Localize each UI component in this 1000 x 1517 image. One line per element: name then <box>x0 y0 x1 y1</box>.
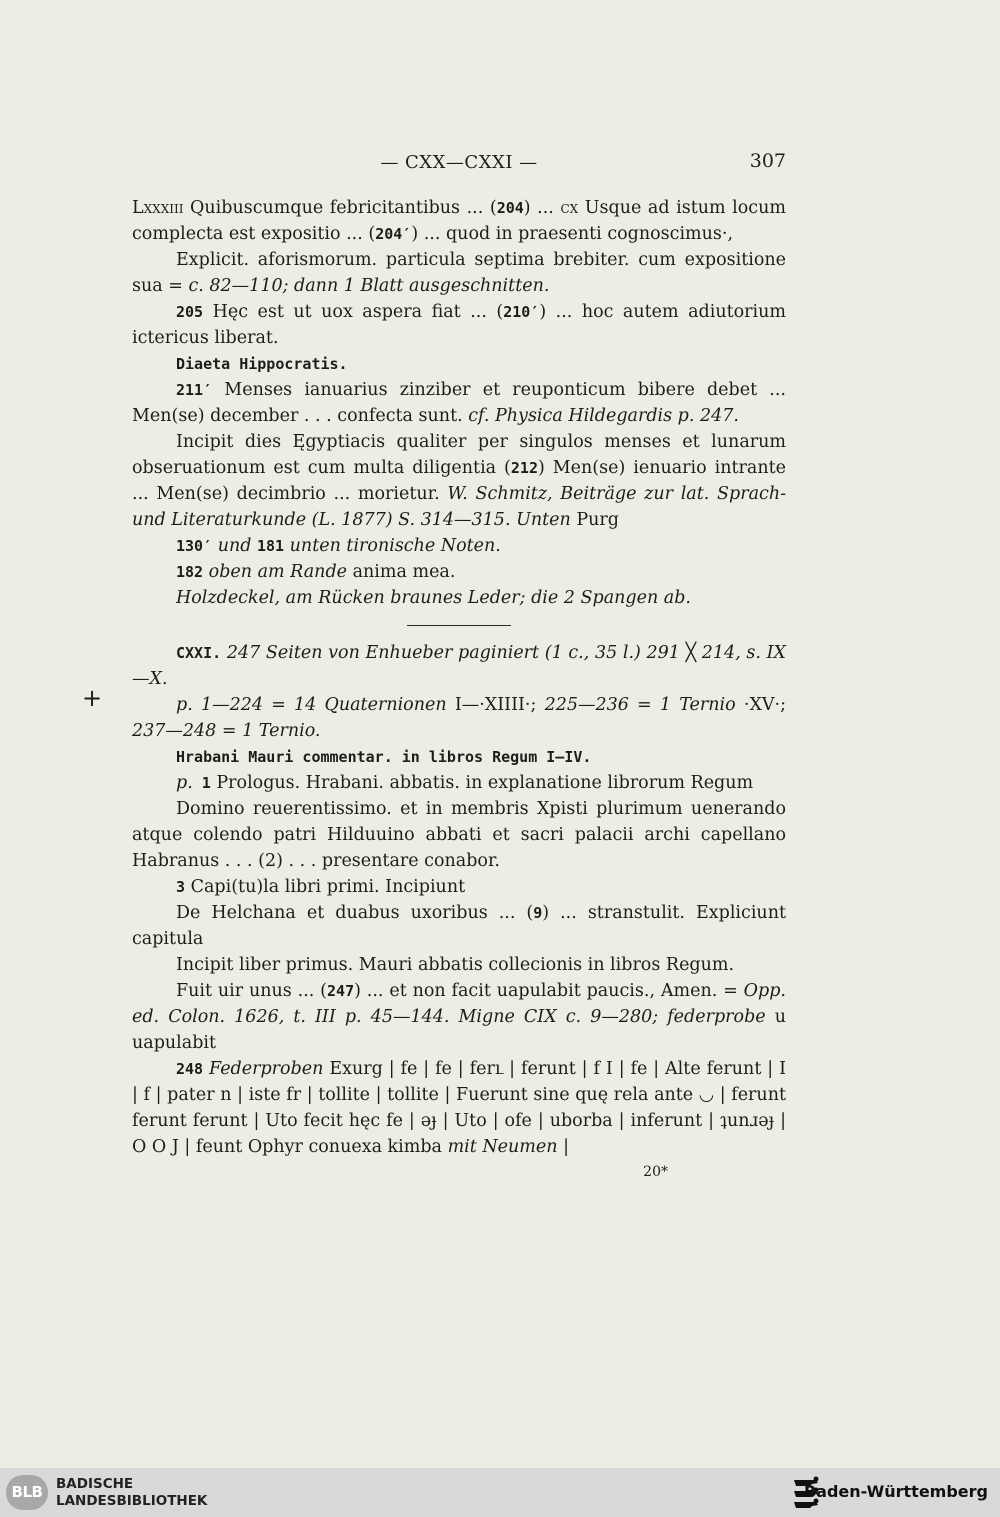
italic-note: unten tironische Noten. <box>284 536 501 556</box>
text-run: Hęc est ut uox aspera fiat ... ( <box>203 302 504 322</box>
page-number: 307 <box>749 150 786 172</box>
folio-number: 204′ <box>375 225 412 243</box>
folio-number: 204 <box>496 199 524 217</box>
italic-note: cf. Physica Hildegardis p. 247. <box>468 406 739 426</box>
text-run: Domino reuerentissimo. et in membris Χpisti plurimum uenerando atque colendo patri Hilduuino abbati et sacri palacii archi capellano Habranus . . . (2) . . . presentare conabor. <box>132 799 786 871</box>
folio-number: 210′ <box>503 303 540 321</box>
italic-note: Federproben <box>203 1059 324 1079</box>
roman-numeral: Lxxxiii <box>132 198 184 218</box>
italic-note: p. 1—224 = 14 Quaternionen <box>176 695 447 715</box>
text-run: Exurg | fe | fe | ferւ | ferunt | f I | fe | Alte ferunt | I | f | pater n | iste fr | tollite | tollite | Fuerunt sine quę rela ante ◡ | ferunt ferunt ferunt | Uto fecit hęc fe | ǝɟ | Uto | ofe | uborba | inferunt | ʇunɹǝɟ | O O J | feunt Ophyr conuexa kimba <box>132 1059 786 1157</box>
paragraph <box>132 585 786 611</box>
roman-numeral: cx <box>560 198 579 218</box>
text-run: De Helchana et duabus uxoribus ... ( <box>176 903 534 923</box>
manuscript-number: CXXI. <box>176 644 222 662</box>
blb-logo[interactable]: BLB <box>6 1475 48 1510</box>
paragraph <box>132 874 786 900</box>
text-run: Incipit liber primus. Mauri abbatis collecionis in libros Regum. <box>176 955 735 975</box>
italic-note: W. Schmitz, Beiträge zur lat. Sprach- und Literaturkunde (L. 1877) S. 314—315. Unten <box>132 484 786 530</box>
running-head: — CXX—CXXI — <box>380 152 538 173</box>
text-run: I—·XIIII·; <box>446 695 545 715</box>
text-run: | <box>557 1137 569 1157</box>
blb-name-line: LANDESBIBLIOTHEK <box>56 1493 208 1509</box>
folio-number: 9 <box>533 904 543 922</box>
paragraph <box>132 770 786 796</box>
italic-note: c. 82—110; dann 1 Blatt ausgeschnitten. <box>188 276 550 296</box>
paragraph <box>132 1056 786 1160</box>
paragraph <box>132 952 786 978</box>
text-run: Explicit. <box>176 250 250 270</box>
section-heading: Hrabani Mauri commentar. in libros Regum I—IV. <box>176 748 592 766</box>
text-run: Menses ianuarius zinziber et reuponticum bibere debet ... Men(se) december . . . confecta sunt. <box>132 380 786 426</box>
text-run: ) ... hoc autem adiutorium ictericus liberat. <box>132 302 786 348</box>
italic-note: Opp. ed. Colon. 1626, t. III p. 45—144. Migne CIX c. 9—280; federprobe <box>132 981 786 1027</box>
italic-note: mit Neumen <box>447 1137 558 1157</box>
text-run: ) ... <box>523 198 561 218</box>
text-run: u uapulabit <box>132 1007 786 1053</box>
folio-number: 205 <box>176 303 204 321</box>
text-run: ·XV·; <box>735 695 786 715</box>
folio-number: 181 <box>257 537 285 555</box>
paragraph <box>132 195 786 247</box>
folio-number: 182 <box>176 563 204 581</box>
paragraph <box>132 377 786 429</box>
italic-note: p. <box>176 773 193 793</box>
paragraph <box>132 692 786 744</box>
folio-number: 212 <box>510 459 538 477</box>
paragraph <box>132 559 786 585</box>
text-run: ) ... et non facit uapulabit paucis., Amen. = <box>354 981 744 1001</box>
paragraph <box>132 429 786 533</box>
folio-number: 211′ <box>176 381 213 399</box>
paragraph <box>132 796 786 874</box>
paragraph <box>132 978 786 1056</box>
paragraph <box>132 900 786 952</box>
blb-name-line: BADISCHE <box>56 1476 134 1492</box>
folio-number: 130′ <box>176 537 213 555</box>
text-run: Fuit uir unus ... ( <box>176 981 328 1001</box>
paragraph <box>132 247 786 299</box>
margin-mark: + <box>82 684 103 712</box>
paragraph <box>132 299 786 351</box>
folio-number: 3 <box>176 878 186 896</box>
italic-note: Holzdeckel, am Rücken braunes Leder; die 2 Spangen ab. <box>176 588 691 608</box>
bw-name[interactable]: Baden-Württemberg <box>803 1482 988 1501</box>
folio-number: 1 <box>192 774 211 792</box>
folio-number: 247 <box>327 982 355 1000</box>
text-run: anima mea. <box>347 562 456 582</box>
divider <box>407 625 511 626</box>
footer-bar <box>0 1468 1000 1517</box>
italic-note: und <box>212 536 257 556</box>
section-heading: Diaeta Hippocratis. <box>176 355 348 373</box>
blb-name[interactable] <box>56 1476 207 1510</box>
italic-note: oben am Rande <box>203 562 348 582</box>
italic-note: 237—248 = 1 Ternio. <box>132 721 321 741</box>
text-run: Quibuscumque febricitantibus ... ( <box>183 198 497 218</box>
text-run: aforismorum. particula septima brebiter. cum expositione sua = <box>132 250 786 296</box>
italic-note: 225—236 = 1 Ternio <box>544 695 736 715</box>
paragraph <box>132 533 786 559</box>
running-header <box>132 150 786 180</box>
text-run: ) Men(se) ienuario intrante ... Men(se) decimbrio ... morietur. <box>132 458 786 504</box>
text-run: Capi(tu)la libri primi. Incipiunt <box>185 877 466 897</box>
body-text <box>132 195 786 1182</box>
text-run: Purg <box>570 510 619 530</box>
text-run: ) ... stranstulit. Expliciunt capitula <box>132 903 787 949</box>
text-run: Incipit dies Ęgyptiacis qualiter per singulos menses et lunarum obseruationum est cum multa diligentia ( <box>132 432 786 478</box>
text-run: ) ... quod in praesenti cognoscimus·, <box>411 224 734 244</box>
italic-note: 247 Seiten von Enhueber paginiert (1 c., 35 l.) 291 ╳ 214, s. IX—X. <box>132 643 786 689</box>
paragraph <box>132 640 786 692</box>
text-run: Usque ad istum locum complecta est expositio ... ( <box>132 198 786 244</box>
signature-mark: 20* <box>643 1164 668 1180</box>
folio-number: 248 <box>176 1060 204 1078</box>
text-run: Prologus. Hrabani. abbatis. in explanatione librorum Regum <box>210 773 754 793</box>
